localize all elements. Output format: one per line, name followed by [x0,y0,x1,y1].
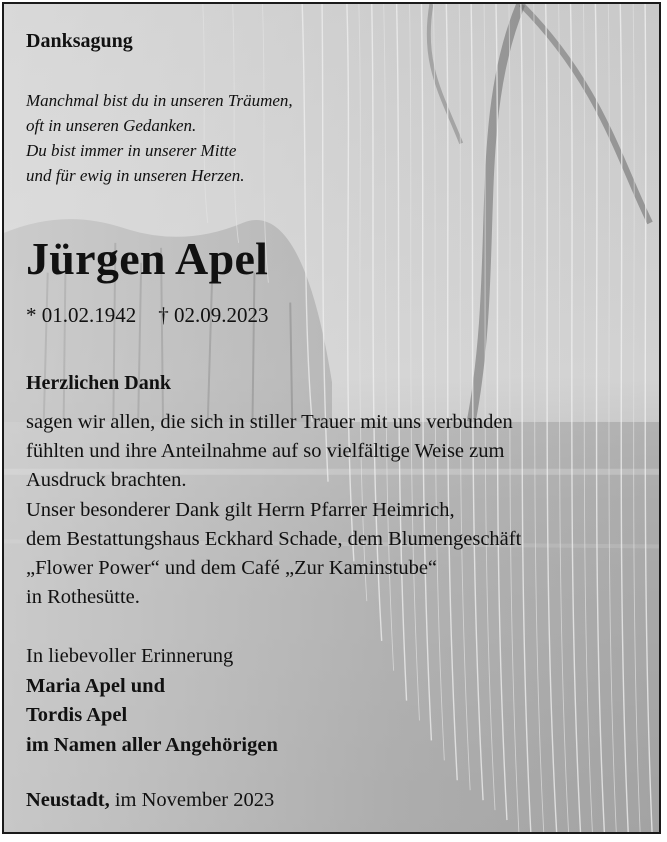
signatory-line: im Namen aller Angehörigen [26,733,278,756]
thanks-line: dem Bestattungshaus Eckhard Schade, dem Blumengeschäft [26,527,522,550]
signatory-line: Tordis Apel [26,704,128,726]
thanks-line: in Rothesütte. [26,586,140,609]
death-date: † 02.09.2023 [158,303,269,327]
closing-signature [26,642,278,760]
obituary-card [2,2,661,834]
thanks-line: Ausdruck brachten. [26,469,187,492]
poem-line: Manchmal bist du in unseren Träumen, [26,91,293,110]
place: Neustadt, [26,789,110,811]
poem-line: und für ewig in unseren Herzen. [26,166,245,185]
memorial-poem [26,88,293,188]
life-dates [26,303,269,328]
poem-line: Du bist immer in unserer Mitte [26,141,237,160]
thanks-message [26,408,521,612]
obituary-text [26,4,649,832]
place-date-footer [26,789,274,812]
heading: Danksagung [26,30,133,52]
thanks-line: „Flower Power“ und dem Café „Zur Kaminstube“ [26,557,438,580]
birth-date: * 01.02.1942 [26,303,137,327]
thanks-line: sagen wir allen, die sich in stiller Trauer mit uns verbunden [26,411,513,433]
thanks-title: Herzlichen Dank [26,372,171,394]
thanks-line: Unser besonderer Dank gilt Herrn Pfarrer Heimrich, [26,498,455,521]
thanks-line: fühlten und ihre Anteilnahme auf so vielfältige Weise zum [26,440,505,463]
poem-line: oft in unseren Gedanken. [26,116,197,135]
date: im November 2023 [109,789,275,811]
deceased-name: Jürgen Apel [26,233,269,284]
signatory-line: Maria Apel und [26,674,165,697]
closing-intro: In liebevoller Erinnerung [26,645,234,667]
